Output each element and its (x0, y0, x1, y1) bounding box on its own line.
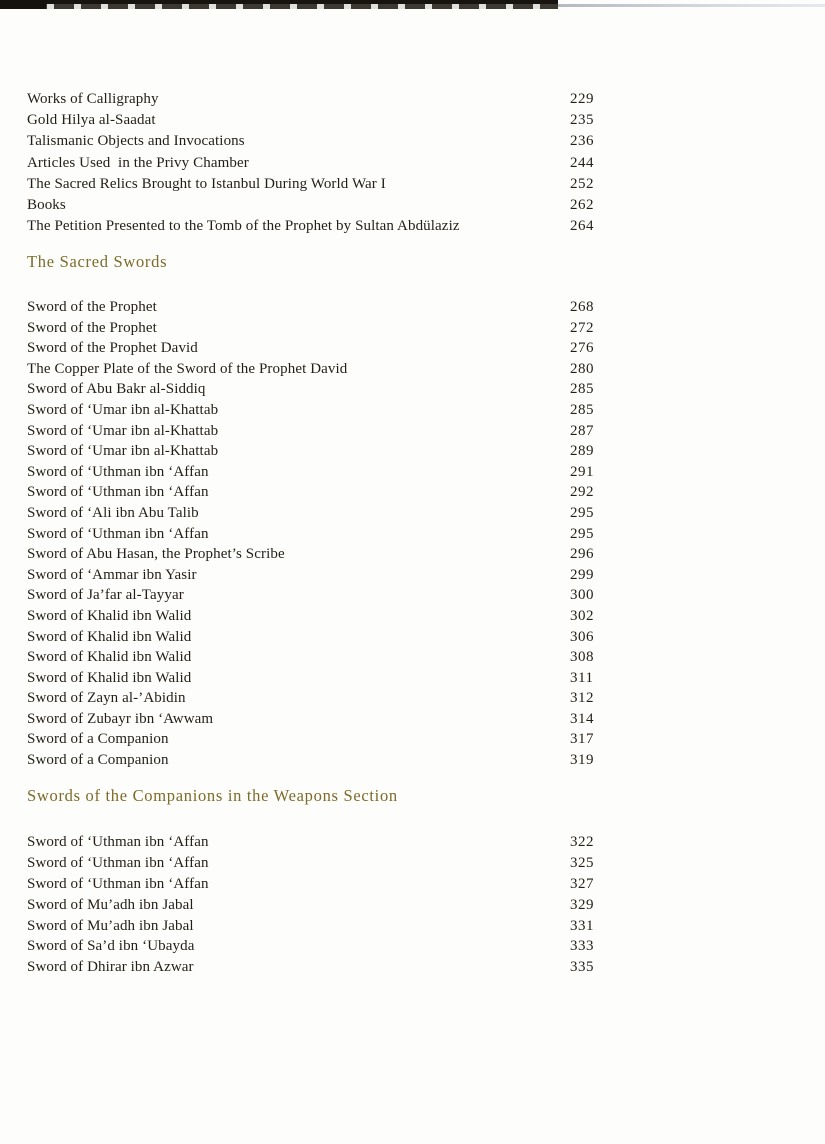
toc-section-companions-weapons (27, 832, 617, 978)
entry-title: Sword of Mu’adh ibn Jabal (27, 896, 194, 913)
entry-title: Sword of ‘Uthman ibn ‘Affan (27, 463, 209, 480)
entry-page-number: 329 (570, 896, 594, 913)
entry-page-number: 325 (570, 854, 594, 871)
entry-page-number: 289 (570, 443, 594, 460)
toc-entry (27, 895, 617, 916)
toc-entry (27, 544, 617, 565)
entry-page-number: 296 (570, 546, 594, 563)
entry-title: Sword of Zayn al-’Abidin (27, 690, 186, 707)
entry-page-number: 314 (570, 710, 594, 727)
toc-entry (27, 709, 617, 730)
entry-title: Sword of ‘Ali ibn Abu Talib (27, 504, 199, 521)
toc-entry (27, 627, 617, 648)
toc-entry (27, 668, 617, 689)
entry-page-number: 236 (570, 133, 594, 150)
toc-entry (27, 318, 617, 339)
entry-title: Sword of a Companion (27, 731, 169, 748)
entry-title: Sword of ‘Ammar ibn Yasir (27, 566, 197, 583)
entry-page-number: 295 (570, 525, 594, 542)
toc-entry (27, 338, 617, 359)
scan-edge-artifact (0, 0, 825, 12)
entry-title: Sword of the Prophet (27, 299, 157, 315)
entry-title: Books (27, 196, 66, 213)
entry-page-number: 333 (570, 938, 594, 955)
section-heading-swords-of-companions-weapons-section: Swords of the Companions in the Weapons Section (27, 786, 398, 805)
entry-page-number: 287 (570, 422, 594, 439)
entry-title: Sword of Abu Hasan, the Prophet’s Scribe (27, 546, 285, 563)
toc-entry (27, 647, 617, 668)
scan-edge-corner (0, 0, 46, 9)
entry-page-number: 302 (570, 607, 594, 624)
toc-entry (27, 585, 617, 606)
entry-page-number: 252 (570, 175, 594, 192)
entry-title: The Sacred Relics Brought to Istanbul During World War I (27, 175, 386, 192)
entry-page-number: 299 (570, 566, 594, 583)
entry-page-number: 300 (570, 587, 594, 604)
entry-page-number: 335 (570, 959, 594, 976)
entry-page-number: 311 (570, 669, 594, 686)
entry-title: Sword of Khalid ibn Walid (27, 607, 192, 624)
toc-entry (27, 565, 617, 586)
entry-title: Talismanic Objects and Invocations (27, 133, 245, 150)
entry-title: Sword of ‘Uthman ibn ‘Affan (27, 854, 209, 871)
entry-title: Sword of Dhirar ibn Azwar (27, 959, 194, 976)
entry-page-number: 292 (570, 484, 594, 501)
toc-entry (27, 482, 617, 503)
toc-entry (27, 936, 617, 957)
entry-page-number: 264 (570, 218, 594, 235)
toc-entry (27, 379, 617, 400)
toc-entry (27, 359, 617, 380)
entry-title: Sword of ‘Uthman ibn ‘Affan (27, 834, 209, 850)
section-heading-the-sacred-swords: The Sacred Swords (27, 252, 168, 271)
entry-page-number: 306 (570, 628, 594, 645)
entry-page-number: 244 (570, 154, 594, 171)
entry-page-number: 295 (570, 504, 594, 521)
entry-title: Sword of ‘Umar ibn al-Khattab (27, 422, 219, 439)
entry-title: Sword of ‘Uthman ibn ‘Affan (27, 525, 209, 542)
toc-section-sacred-swords (27, 297, 617, 771)
scan-edge-light-strip (558, 4, 825, 7)
entry-page-number: 268 (570, 299, 594, 315)
toc-entry (27, 688, 617, 709)
toc-entry (27, 750, 617, 771)
entry-title: Sword of a Companion (27, 752, 169, 769)
toc-entry (27, 729, 617, 750)
toc-entry (27, 297, 617, 318)
toc-entry (27, 874, 617, 895)
toc-entry (27, 174, 617, 195)
toc-entry (27, 606, 617, 627)
entry-title: Sword of ‘Umar ibn al-Khattab (27, 401, 219, 418)
entry-title: The Copper Plate of the Sword of the Prophet David (27, 360, 348, 377)
toc-entry (27, 957, 617, 978)
toc-entry (27, 462, 617, 483)
entry-page-number: 272 (570, 319, 594, 336)
entry-title: Sword of Abu Bakr al-Siddiq (27, 381, 206, 398)
entry-title: Sword of Ja’far al-Tayyar (27, 587, 184, 604)
toc-entry (27, 89, 617, 110)
toc-entry (27, 110, 617, 131)
entry-title: Works of Calligraphy (27, 91, 159, 107)
toc-entry (27, 216, 617, 237)
entry-title: Sword of Khalid ibn Walid (27, 669, 192, 686)
scan-edge-teeth (0, 4, 558, 9)
entry-page-number: 331 (570, 917, 594, 934)
toc-section-relics-continued (27, 89, 617, 237)
entry-title: Gold Hilya al-Saadat (27, 112, 156, 129)
toc-entry (27, 524, 617, 545)
entry-page-number: 276 (570, 340, 594, 357)
entry-title: Sword of Zubayr ibn ‘Awwam (27, 710, 214, 727)
entry-page-number: 285 (570, 401, 594, 418)
toc-entry (27, 153, 617, 174)
toc-entry (27, 832, 617, 853)
toc-entry (27, 400, 617, 421)
toc-entry (27, 916, 617, 937)
entry-title: Sword of Khalid ibn Walid (27, 628, 192, 645)
entry-title: Sword of Sa’d ibn ‘Ubayda (27, 938, 195, 955)
toc-entry (27, 503, 617, 524)
entry-title: Sword of ‘Umar ibn al-Khattab (27, 443, 219, 460)
toc-entry (27, 853, 617, 874)
entry-title: Sword of ‘Uthman ibn ‘Affan (27, 875, 209, 892)
entry-page-number: 285 (570, 381, 594, 398)
entry-page-number: 322 (570, 834, 594, 850)
entry-page-number: 291 (570, 463, 594, 480)
entry-title: Articles Used in the Privy Chamber (27, 154, 249, 171)
entry-page-number: 280 (570, 360, 594, 377)
entry-title: Sword of Khalid ibn Walid (27, 649, 192, 666)
entry-title: Sword of the Prophet (27, 319, 157, 336)
entry-title: Sword of Mu’adh ibn Jabal (27, 917, 194, 934)
entry-page-number: 229 (570, 91, 594, 107)
entry-page-number: 235 (570, 112, 594, 129)
toc-entry (27, 195, 617, 216)
entry-page-number: 327 (570, 875, 594, 892)
entry-page-number: 319 (570, 752, 594, 769)
entry-title: The Petition Presented to the Tomb of the Prophet by Sultan Abdülaziz (27, 218, 460, 235)
entry-page-number: 262 (570, 196, 594, 213)
toc-entry (27, 131, 617, 152)
entry-title: Sword of ‘Uthman ibn ‘Affan (27, 484, 209, 501)
entry-page-number: 312 (570, 690, 594, 707)
toc-entry (27, 421, 617, 442)
entry-title: Sword of the Prophet David (27, 340, 198, 357)
toc-entry (27, 441, 617, 462)
entry-page-number: 317 (570, 731, 594, 748)
entry-page-number: 308 (570, 649, 594, 666)
